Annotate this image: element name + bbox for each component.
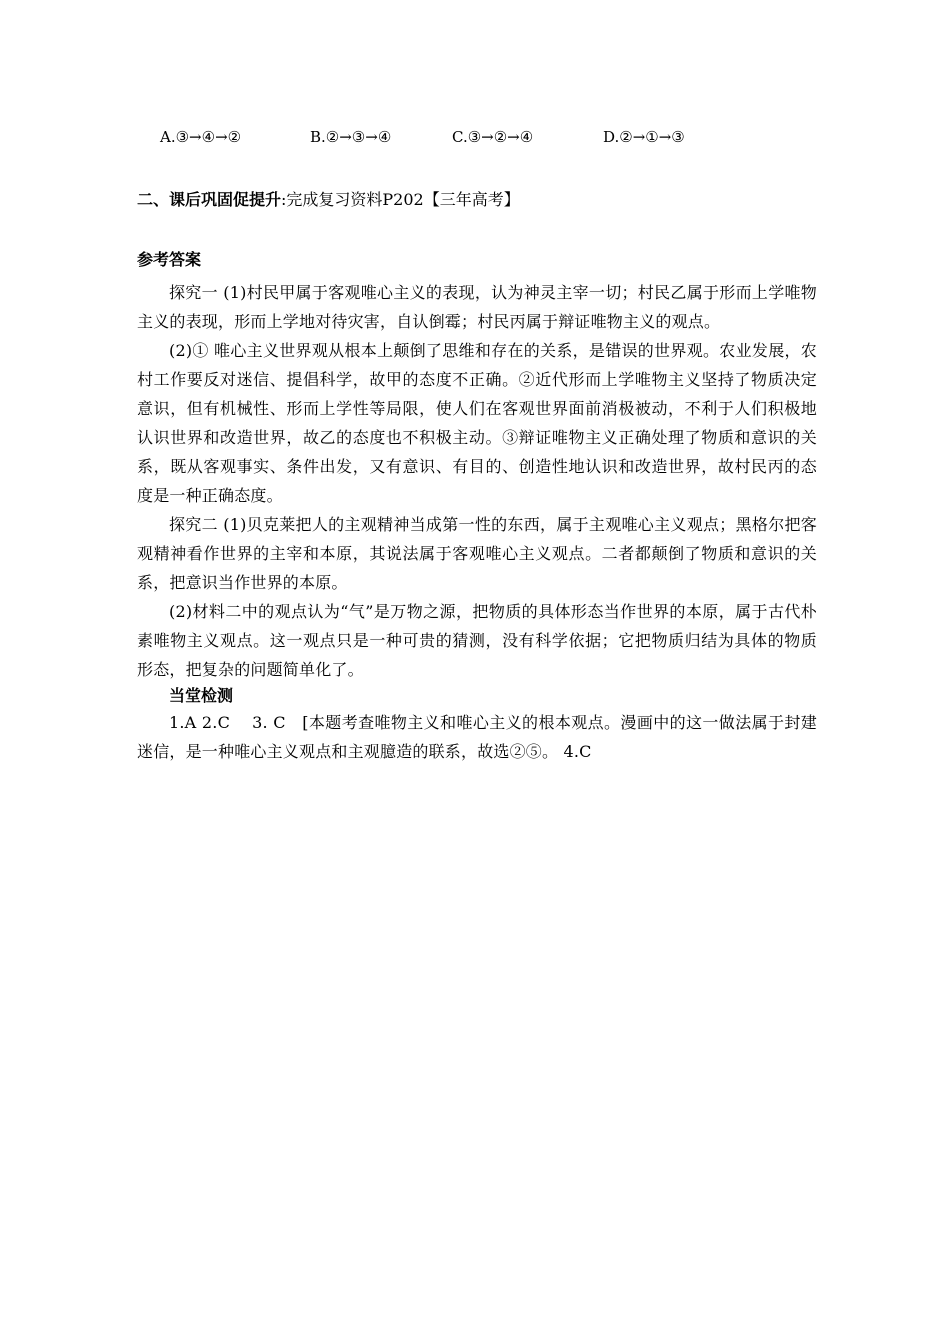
answer-paragraph-1: 探究一 (1)村民甲属于客观唯心主义的表现，认为神灵主宰一切；村民乙属于形而上学唯物主义的表现，形而上学地对待灾害，自认倒霉；村民丙属于辩证唯物主义的观点。 — [137, 283, 817, 331]
section-two-line — [137, 188, 520, 212]
option-c: C.③→②→④ — [452, 128, 534, 146]
option-a: A.③→④→② — [160, 128, 242, 146]
answer-paragraph-4: (2)材料二中的观点认为“气”是万物之源，把物质的具体形态当作世界的本原，属于古代朴素唯物主义观点。这一观点只是一种可贵的猜测，没有科学依据；它把物质归结为具体的物质形态，把复杂的问题简单化了。 — [137, 602, 817, 679]
reference-answers — [137, 248, 817, 766]
answer-paragraph-2: (2)① 唯心主义世界观从根本上颠倒了思维和存在的关系，是错误的世界观。农业发展，农村工作要反对迷信、提倡科学，故甲的态度不正确。②近代形而上学唯物主义坚持了物质决定意识，但有机械性、形而上学性等局限，使人们在客观世界面前消极被动，不利于人们积极地认识世界和改造世界，故乙的态度也不积极主动。③辩证唯物主义正确处理了物质和意识的关系，既从客观事实、条件出发，又有意识、有目的、创造性地认识和改造世界，故村民丙的态度是一种正确态度。 — [137, 341, 817, 505]
section-two-title: 二、课后巩固促提升 — [137, 190, 282, 209]
check-heading: 当堂检测 — [169, 686, 234, 705]
answer-paragraph-5: 1.A 2.C 3. C [本题考查唯物主义和唯心主义的根本观点。漫画中的这一做法属于封建迷信，是一种唯心主义观点和主观臆造的联系，故选②⑤。 4.C — [137, 713, 817, 761]
section-two-text: :完成复习资料P202【三年高考】 — [281, 190, 520, 209]
option-b: B.②→③→④ — [310, 128, 392, 146]
answer-paragraph-3: 探究二 (1)贝克莱把人的主观精神当成第一性的东西，属于主观唯心主义观点；黑格尔把客观精神看作世界的主宰和本原，其说法属于客观唯心主义观点。二者都颠倒了物质和意识的关系，把意识当作世界的本原。 — [137, 515, 817, 592]
option-d: D.②→①→③ — [603, 128, 685, 146]
answers-heading: 参考答案 — [137, 250, 202, 269]
answer-options-row — [160, 125, 780, 149]
